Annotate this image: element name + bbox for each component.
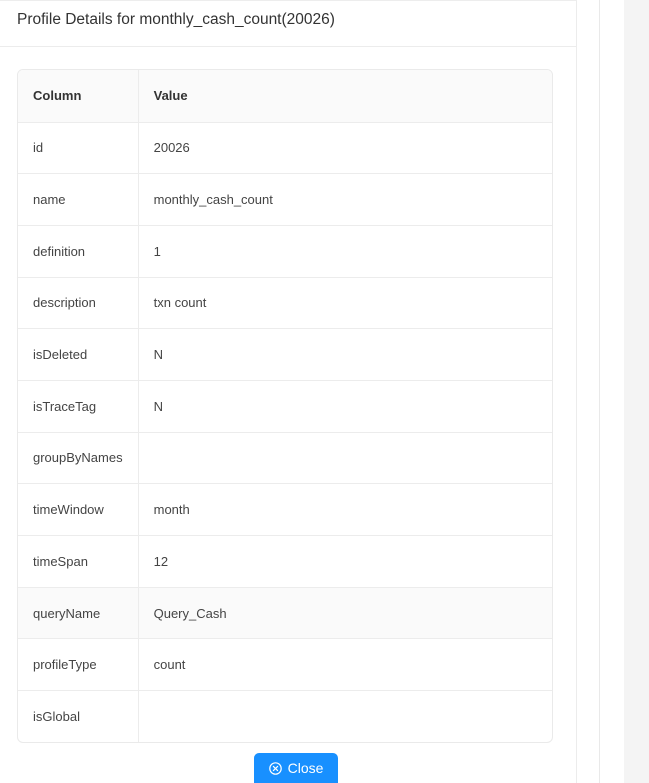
cell-column: isGlobal [18,691,138,743]
cell-column: groupByNames [18,432,138,484]
cell-column: timeSpan [18,536,138,588]
cell-value: 12 [138,536,552,588]
background-area [577,0,600,783]
table-row [18,329,552,381]
column-header-column: Column [18,70,138,122]
table-row [18,536,552,588]
cell-value: month [138,484,552,536]
cell-value: 1 [138,225,552,277]
cell-column: isDeleted [18,329,138,381]
cell-value: N [138,329,552,381]
close-circle-icon [269,762,282,775]
profile-details-table [17,69,553,743]
table-row [18,432,552,484]
cell-column: timeWindow [18,484,138,536]
cell-value [138,691,552,743]
cell-value [138,432,552,484]
cell-column: profileType [18,639,138,691]
column-header-value: Value [138,70,552,122]
table-row [18,587,552,639]
table-row [18,277,552,329]
cell-column: description [18,277,138,329]
table-row [18,174,552,226]
cell-value: txn count [138,277,552,329]
cell-value: count [138,639,552,691]
cell-column: isTraceTag [18,380,138,432]
modal-title: Profile Details for monthly_cash_count(20026) [17,11,335,28]
table-header-row [18,70,552,122]
table-row [18,122,552,174]
background-area [624,0,649,783]
close-button-label: Close [287,760,324,776]
cell-value: monthly_cash_count [138,174,552,226]
modal-header [0,0,576,47]
table-row [18,484,552,536]
cell-value: 20026 [138,122,552,174]
cell-column: id [18,122,138,174]
background-area [600,0,624,783]
cell-column: queryName [18,587,138,639]
table-row [18,691,552,743]
cell-column: definition [18,225,138,277]
cell-column: name [18,174,138,226]
table-row [18,225,552,277]
table-row [18,639,552,691]
cell-value: Query_Cash [138,587,552,639]
close-button[interactable] [254,753,338,783]
table-row [18,380,552,432]
cell-value: N [138,380,552,432]
